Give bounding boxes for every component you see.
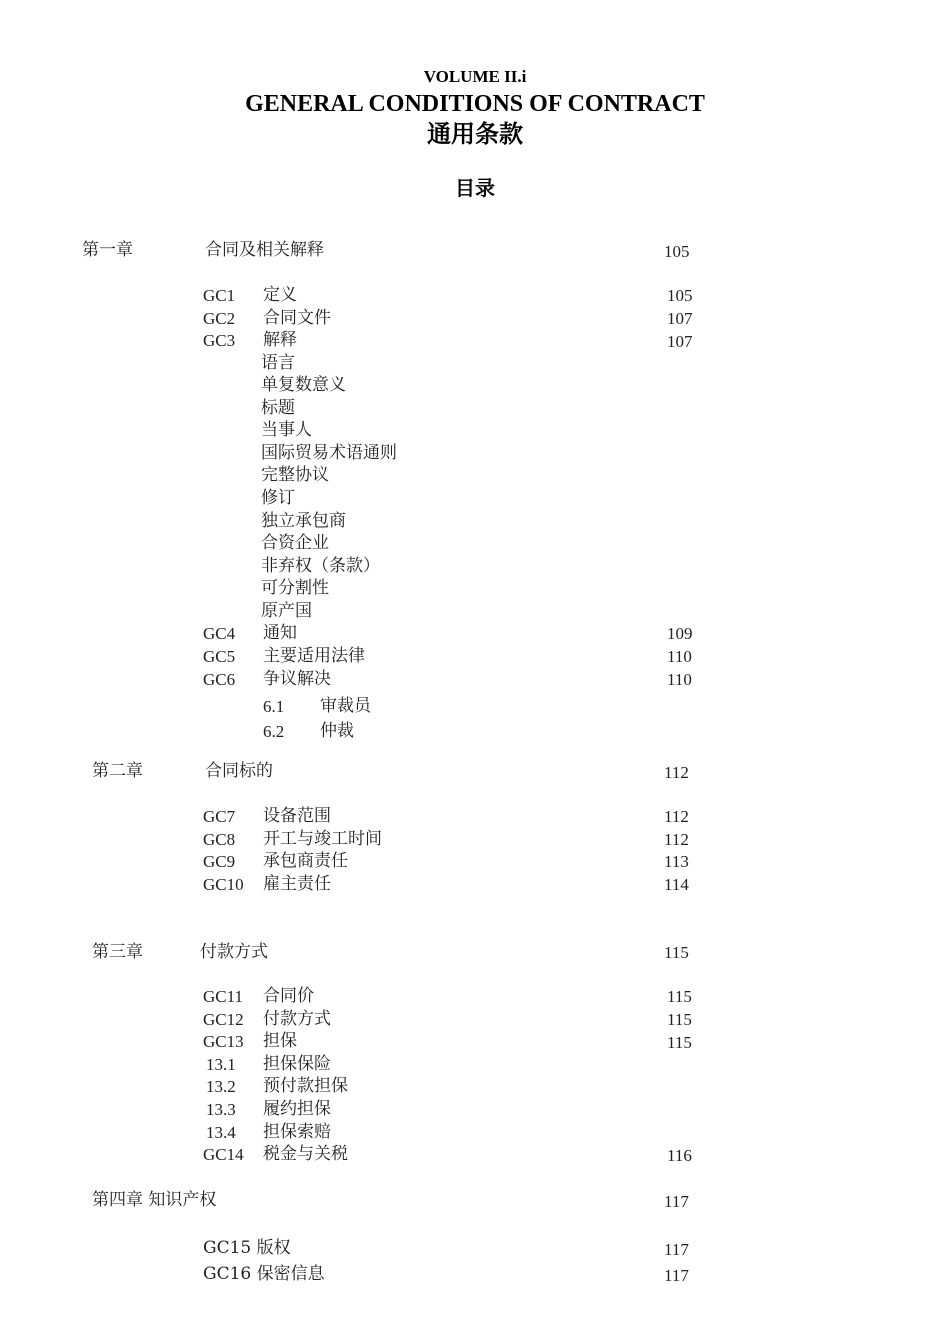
gc3-sub-item: 语言 xyxy=(261,353,295,373)
gc10-code: GC10 xyxy=(203,875,244,894)
gc3-sub-item: 独立承包商 xyxy=(261,511,346,531)
chapter-1-label: 第一章 xyxy=(82,240,133,260)
gc16-page: 117 xyxy=(664,1266,689,1285)
chapter-1-title: 合同及相关解释 xyxy=(205,240,324,260)
section-13-1-number: 13.1 xyxy=(206,1055,236,1074)
gc1-title: 定义 xyxy=(263,285,297,305)
chapter-2-label: 第二章 xyxy=(92,761,143,781)
gc11-title: 合同价 xyxy=(263,986,314,1006)
gc7-title: 设备范围 xyxy=(263,806,331,826)
chapter-3-label: 第三章 xyxy=(92,942,143,962)
gc2-code: GC2 xyxy=(203,309,236,328)
gc16-entry: GC16 保密信息 xyxy=(203,1264,325,1284)
section-6-1-title: 审裁员 xyxy=(320,696,371,716)
gc3-sub-item: 单复数意义 xyxy=(261,375,346,395)
volume-label: VOLUME II.i xyxy=(423,67,527,86)
gc3-sub-item: 修订 xyxy=(261,488,295,508)
gc12-title: 付款方式 xyxy=(263,1009,331,1029)
gc4-title: 通知 xyxy=(263,623,297,643)
gc1-code: GC1 xyxy=(203,286,236,305)
section-13-2-number: 13.2 xyxy=(206,1077,236,1096)
chapter-4-label: 第四章 知识产权 xyxy=(92,1190,217,1210)
gc13-page: 115 xyxy=(667,1033,692,1052)
chapter-4-page: 117 xyxy=(664,1192,689,1211)
gc4-page: 109 xyxy=(667,624,693,643)
chapter-2-page: 112 xyxy=(664,763,689,782)
gc9-page: 113 xyxy=(664,852,689,871)
gc3-sub-item: 非弃权（条款） xyxy=(261,556,380,576)
gc14-title: 税金与关税 xyxy=(263,1144,348,1164)
gc1-page: 105 xyxy=(667,286,693,305)
gc7-code: GC7 xyxy=(203,807,236,826)
gc15-page: 117 xyxy=(664,1240,689,1259)
section-13-2-title: 预付款担保 xyxy=(263,1076,348,1096)
chapter-3-title: 付款方式 xyxy=(200,942,268,962)
section-13-3-number: 13.3 xyxy=(206,1100,236,1119)
gc3-page: 107 xyxy=(667,332,693,351)
gc5-code: GC5 xyxy=(203,647,236,666)
section-6-2-title: 仲裁 xyxy=(320,721,354,741)
document-title-chinese: 通用条款 xyxy=(427,120,523,148)
gc3-sub-item: 原产国 xyxy=(261,601,312,621)
gc11-page: 115 xyxy=(667,987,692,1006)
gc5-title: 主要适用法律 xyxy=(263,646,365,666)
gc3-sub-item: 完整协议 xyxy=(261,465,329,485)
gc2-page: 107 xyxy=(667,309,693,328)
section-6-1-number: 6.1 xyxy=(263,697,285,716)
gc8-code: GC8 xyxy=(203,830,236,849)
gc13-title: 担保 xyxy=(263,1031,297,1051)
gc2-title: 合同文件 xyxy=(263,308,331,328)
gc3-title: 解释 xyxy=(263,330,297,350)
section-13-1-title: 担保保险 xyxy=(263,1054,331,1074)
chapter-3-page: 115 xyxy=(664,943,689,962)
gc3-sub-item: 可分割性 xyxy=(261,578,329,598)
gc9-code: GC9 xyxy=(203,852,236,871)
gc8-title: 开工与竣工时间 xyxy=(263,829,382,849)
section-13-4-number: 13.4 xyxy=(206,1123,236,1142)
gc6-page: 110 xyxy=(667,670,692,689)
gc3-sub-item: 标题 xyxy=(261,398,295,418)
gc14-page: 116 xyxy=(667,1146,692,1165)
section-13-3-title: 履约担保 xyxy=(263,1099,331,1119)
gc6-title: 争议解决 xyxy=(263,669,331,689)
gc8-page: 112 xyxy=(664,830,689,849)
gc3-code: GC3 xyxy=(203,331,236,350)
chapter-1-page: 105 xyxy=(664,242,690,261)
gc13-code: GC13 xyxy=(203,1032,244,1051)
gc12-page: 115 xyxy=(667,1010,692,1029)
gc4-code: GC4 xyxy=(203,624,236,643)
gc3-sub-item: 国际贸易术语通则 xyxy=(261,443,397,463)
gc10-page: 114 xyxy=(664,875,689,894)
gc3-sub-item: 合资企业 xyxy=(261,533,329,553)
toc-heading: 目录 xyxy=(455,176,495,200)
gc11-code: GC11 xyxy=(203,987,243,1006)
chapter-2-title: 合同标的 xyxy=(205,761,273,781)
gc6-code: GC6 xyxy=(203,670,236,689)
gc7-page: 112 xyxy=(664,807,689,826)
gc9-title: 承包商责任 xyxy=(263,851,348,871)
gc10-title: 雇主责任 xyxy=(263,874,331,894)
document-title: GENERAL CONDITIONS OF CONTRACT xyxy=(245,91,705,117)
gc3-sub-item: 当事人 xyxy=(261,420,312,440)
gc12-code: GC12 xyxy=(203,1010,244,1029)
gc14-code: GC14 xyxy=(203,1145,244,1164)
gc15-entry: GC15 版权 xyxy=(203,1238,291,1258)
section-13-4-title: 担保索赔 xyxy=(263,1122,331,1142)
gc5-page: 110 xyxy=(667,647,692,666)
section-6-2-number: 6.2 xyxy=(263,722,285,741)
